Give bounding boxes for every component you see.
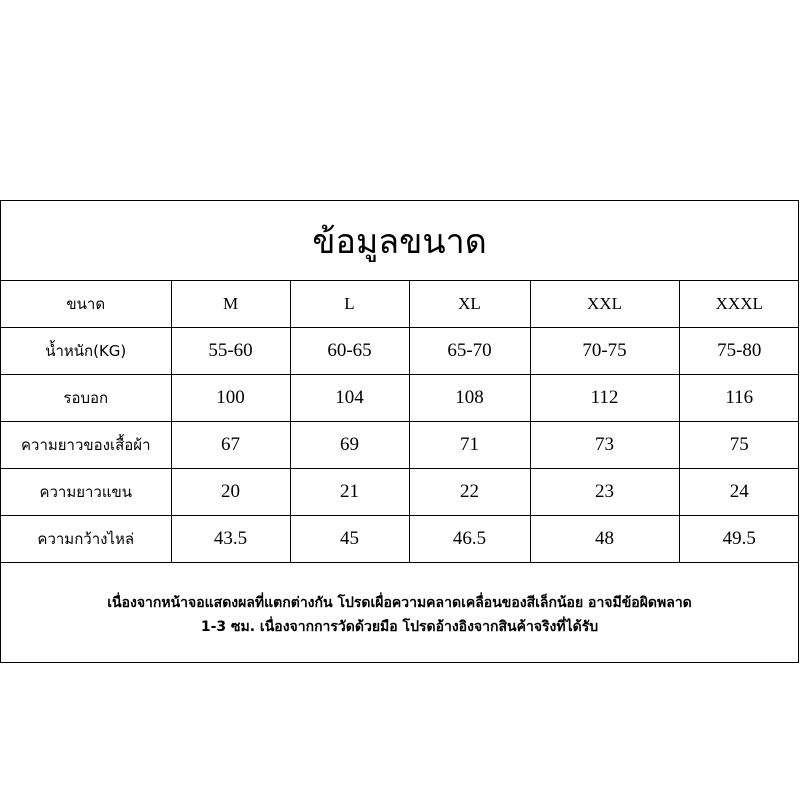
table-cell: 23 (530, 469, 679, 516)
table-cell: 43.5 (171, 516, 290, 563)
table-cell: 65-70 (409, 328, 530, 375)
header-label: ขนาด (1, 281, 171, 328)
table-cell: 112 (530, 375, 679, 422)
table-row (1, 516, 799, 563)
table-cell: 20 (171, 469, 290, 516)
table-cell: 24 (679, 469, 799, 516)
table-cell: 55-60 (171, 328, 290, 375)
note-line-2: 1-3 ซม. เนื่องจากการวัดด้วยมือ โปรดอ้างอิงจากสินค้าจริงที่ได้รับ (200, 619, 599, 635)
row-label-shoulder: ความกว้างไหล่ (1, 516, 171, 563)
chart-title: ข้อมูลขนาด (1, 201, 798, 281)
table-cell: 71 (409, 422, 530, 469)
size-chart (0, 200, 799, 663)
table-cell: 108 (409, 375, 530, 422)
row-label-length: ความยาวของเสื้อผ้า (1, 422, 171, 469)
table-cell: 22 (409, 469, 530, 516)
table-row (1, 469, 799, 516)
table-cell: 100 (171, 375, 290, 422)
table-row (1, 375, 799, 422)
table-cell: 75-80 (679, 328, 799, 375)
table-cell: 45 (290, 516, 409, 563)
table-row (1, 422, 799, 469)
table-cell: 70-75 (530, 328, 679, 375)
size-header-xxxl: XXXL (679, 281, 799, 328)
measurement-note (1, 563, 798, 663)
table-cell: 104 (290, 375, 409, 422)
table-cell: 21 (290, 469, 409, 516)
table-cell: 60-65 (290, 328, 409, 375)
table-cell: 73 (530, 422, 679, 469)
size-header-l: L (290, 281, 409, 328)
table-cell: 49.5 (679, 516, 799, 563)
table-cell: 46.5 (409, 516, 530, 563)
table-cell: 67 (171, 422, 290, 469)
size-table (1, 281, 799, 563)
size-header-xl: XL (409, 281, 530, 328)
size-header-m: M (171, 281, 290, 328)
table-cell: 75 (679, 422, 799, 469)
note-line-1: เนื่องจากหน้าจอแสดงผลที่แตกต่างกัน โปรดเผื่อความคลาดเคลื่อนของสีเล็กน้อย อาจมีข้อผิดพลาด (107, 595, 692, 611)
row-label-chest: รอบอก (1, 375, 171, 422)
size-header-xxl: XXL (530, 281, 679, 328)
table-cell: 116 (679, 375, 799, 422)
header-row (1, 281, 799, 328)
table-row (1, 328, 799, 375)
table-cell: 69 (290, 422, 409, 469)
table-cell: 48 (530, 516, 679, 563)
row-label-sleeve: ความยาวแขน (1, 469, 171, 516)
row-label-weight: น้ำหนัก(KG) (1, 328, 171, 375)
